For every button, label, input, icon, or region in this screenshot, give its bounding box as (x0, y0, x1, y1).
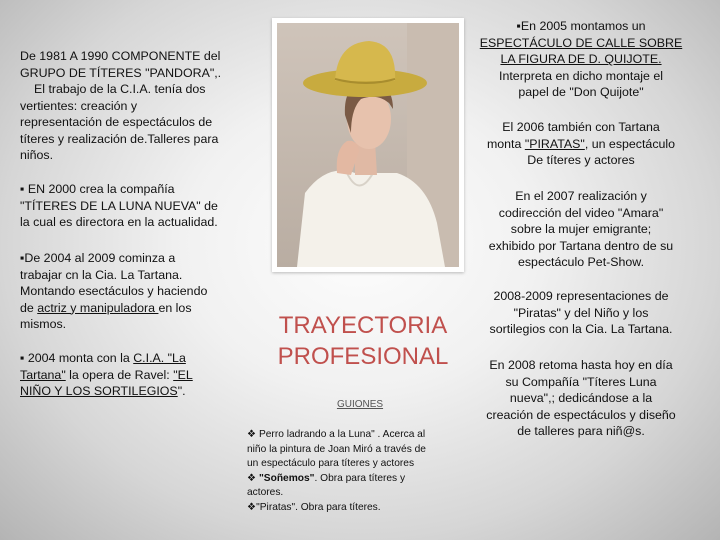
guion-item (247, 472, 455, 487)
text-line: exhibido por Tartana dentro de su (488, 238, 674, 253)
text-span: . Obra para títeres. (295, 501, 381, 513)
el-nino-link[interactable]: "EL (173, 367, 193, 382)
text-line: ▪En 2005 montamos un (516, 19, 646, 33)
text-line: mismos. (20, 317, 67, 331)
text-line: trabajar cn la Cia. La Tartana. (20, 267, 183, 282)
text-line (20, 367, 240, 384)
text-span: ▪ 2004 monta con la (20, 351, 134, 365)
text-span: ❖ (247, 472, 259, 484)
text-line (20, 383, 240, 400)
left-paragraph-luna-nueva (20, 181, 240, 231)
text-line: "TÍTERES DE LA LUNA NUEVA" de (20, 198, 218, 213)
sortilegios-link[interactable]: NIÑO Y LOS SORTILEGIOS (20, 384, 178, 398)
text-span: "Soñemos" (258, 472, 315, 484)
right-paragraph-2008-2009 (466, 288, 696, 338)
text-line: creación de espectáculos y diseño (486, 407, 676, 422)
piratas-link[interactable]: "PIRATAS" (524, 136, 585, 151)
guion-item: ❖ Perro ladrando a la Luna" . Acerca al (247, 429, 426, 440)
text-line: En el 2007 realización y (515, 189, 647, 203)
text-line (466, 136, 696, 153)
text-span: , un espectáculo (584, 136, 676, 151)
text-line: papel de "Don Quijote" (518, 85, 644, 99)
guiones-link[interactable]: GUIONES (336, 399, 384, 410)
text-line: En 2008 retoma hasta hoy en día (489, 358, 673, 372)
text-line: GRUPO DE TÍTERES "PANDORA",. (20, 65, 222, 80)
text-span: en los (158, 300, 192, 315)
left-paragraph-cia (20, 48, 240, 164)
text-span: . Obra para títeres y (314, 472, 406, 484)
guion-item-cont: niño la pintura de Joan Miró a través de (247, 443, 426, 455)
text-line: su Compañía "Títeres Luna (505, 374, 657, 389)
text-line: codirección del video "Amara" (498, 205, 664, 220)
text-line: de talleres para niñ@s. (517, 424, 645, 438)
right-paragraph-piratas (466, 119, 696, 169)
quijote-link[interactable]: LA FIGURA DE D. QUIJOTE. (500, 52, 662, 66)
text-line: ▪ EN 2000 crea la compañía (20, 182, 175, 196)
page-title (272, 310, 454, 372)
text-line (20, 300, 240, 317)
espectaculo-calle-link[interactable]: ESPECTÁCULO DE CALLE SOBRE (479, 35, 683, 50)
text-line: la cual es directora en la actualidad. (20, 215, 218, 229)
text-line: ▪De 2004 al 2009 cominza a (20, 251, 176, 265)
tartana-link[interactable]: Tartana" (20, 367, 66, 382)
text-span: ❖ (247, 501, 257, 513)
text-span: la opera de Ravel: (65, 367, 174, 382)
text-line: De títeres y actores (527, 153, 635, 167)
right-paragraph-quijote (466, 18, 696, 101)
text-line: niños. (20, 148, 54, 162)
text-line: Interpreta en dicho montaje el (499, 68, 663, 83)
guion-item (247, 501, 455, 516)
actriz-link[interactable]: actriz y manipuladora (37, 300, 159, 315)
text-line: nueva",; dedicándose a la (509, 391, 653, 405)
text-line: sobre la mujer emigrante; (510, 222, 652, 236)
text-line: representación de espectáculos de (20, 115, 213, 129)
text-line: títeres y realización de.Talleres para (20, 131, 219, 146)
guion-item-cont: actores. (247, 487, 284, 499)
text-line: espectáculo Pet-Show. (517, 255, 645, 269)
text-line: Montando esectáculos y haciendo (20, 284, 208, 298)
portrait-photo (272, 18, 464, 272)
text-line: El trabajo de la C.I.A. tenía dos (34, 82, 206, 96)
text-span: ". (177, 384, 186, 398)
text-line: vertientes: creación y (20, 98, 138, 113)
portrait-image (277, 23, 459, 267)
left-paragraph-tartana (20, 250, 240, 333)
text-line: "Piratas" y del Niño y los (513, 305, 649, 320)
guion-item-cont: un espectáculo para títeres y actores (247, 458, 415, 470)
text-line: 2008-2009 representaciones de (493, 289, 669, 303)
guiones-list (247, 428, 455, 516)
text-line (20, 350, 240, 367)
text-line: El 2006 también con Tartana (502, 120, 660, 134)
cia-tartana-link[interactable]: C.I.A. "La (133, 351, 186, 365)
title-line: PROFESIONAL (277, 343, 449, 370)
text-span: de (20, 300, 38, 315)
text-line: sortilegios con la Cia. La Tartana. (489, 322, 673, 336)
right-paragraph-luna-nueva (466, 357, 696, 440)
left-paragraph-ravel (20, 350, 240, 400)
text-span: monta (486, 136, 525, 151)
right-paragraph-amara (466, 188, 696, 271)
text-span: "Piratas" (256, 501, 296, 513)
title-line: TRAYECTORIA (278, 312, 448, 339)
text-line: De 1981 A 1990 COMPONENTE del (20, 49, 221, 63)
